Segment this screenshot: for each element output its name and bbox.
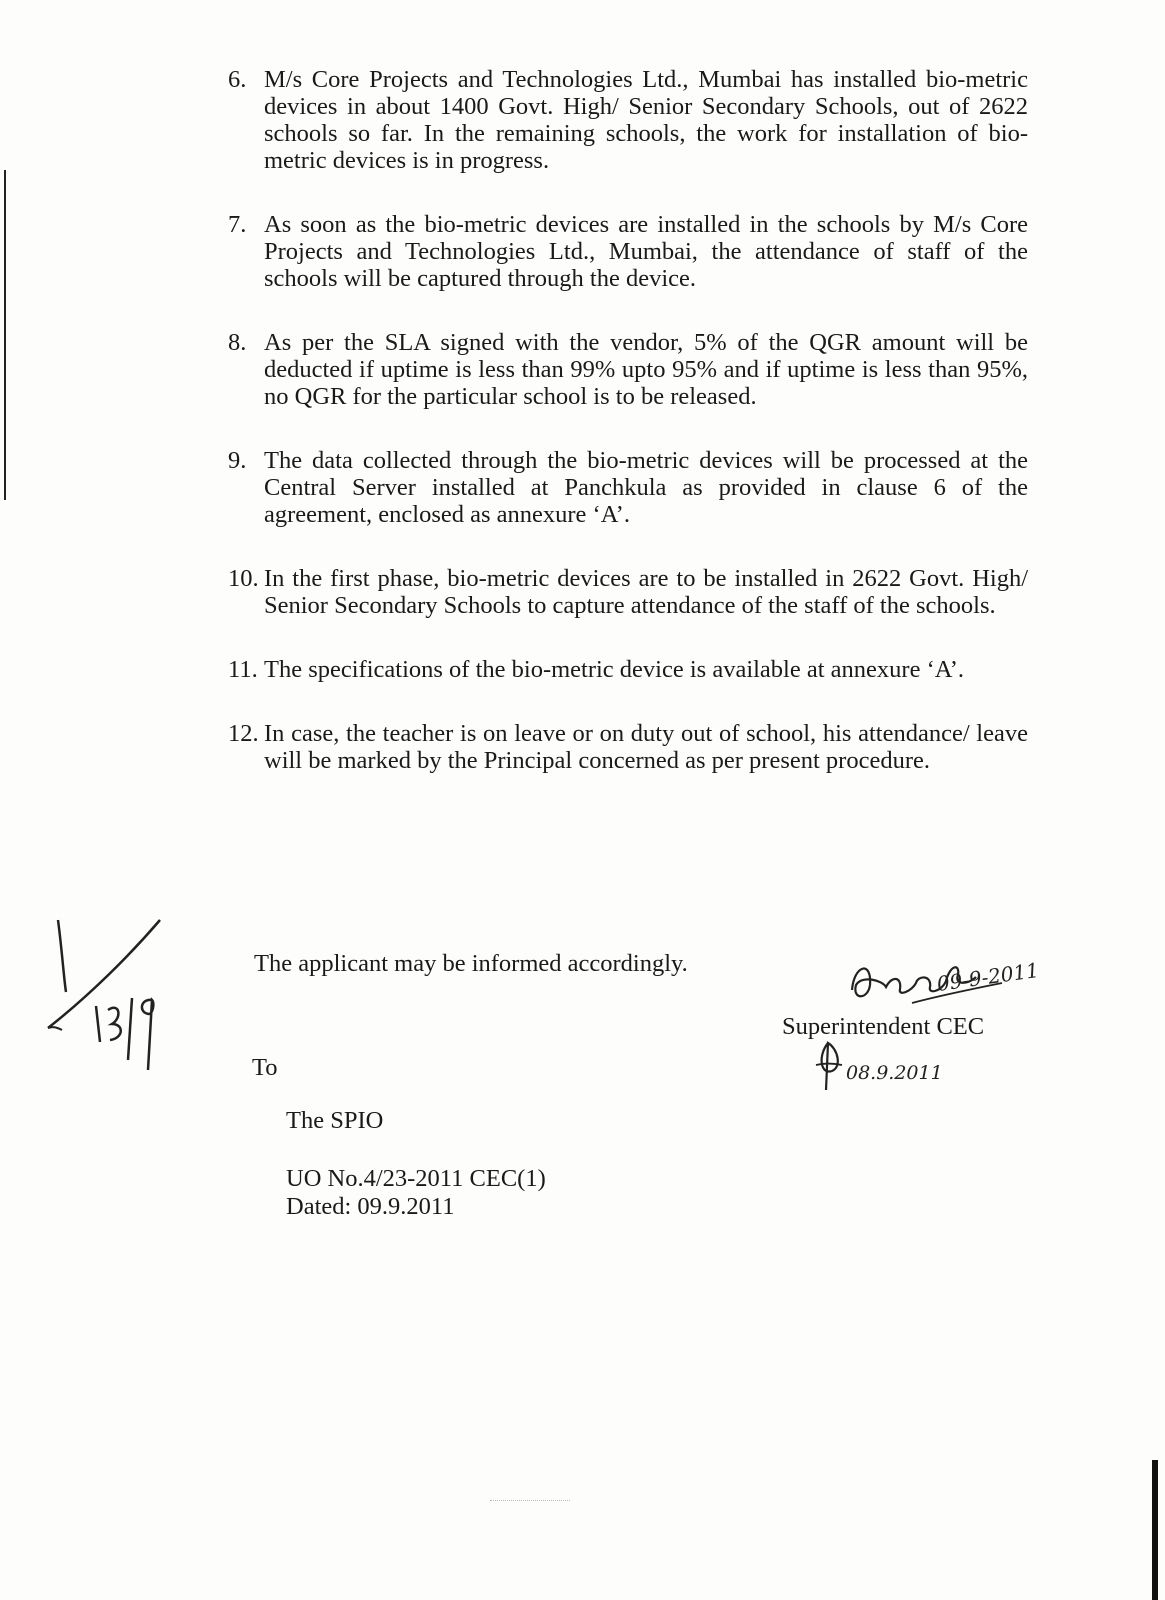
point-number: 10. (228, 565, 259, 592)
scan-edge-mark (4, 170, 6, 500)
point-7 (228, 211, 1028, 292)
scan-edge-mark (1152, 1460, 1158, 1600)
point-number: 12. (228, 720, 259, 747)
point-text: As per the SLA signed with the vendor, 5% of the QGR amount will be deducted if uptime is less than 99% upto 95% and if uptime is less than 95%, no QGR for the particular school is to be released. (264, 329, 1028, 410)
point-number: 9. (228, 447, 247, 474)
point-text: In case, the teacher is on leave or on duty out of school, his attendance/ leave will be marked by the Principal concerned as per present procedure. (264, 720, 1028, 774)
point-text: The data collected through the bio-metric devices will be processed at the Central Server installed at Panchkula as provided in clause 6 of the agreement, enclosed as annexure ‘A’. (264, 447, 1028, 528)
point-text: As soon as the bio-metric devices are installed in the schools by M/s Core Projects and Technologies Ltd., Mumbai, the attendance of staff of the schools will be captured through the device. (264, 211, 1028, 292)
point-number: 8. (228, 329, 247, 356)
addressee: The SPIO (286, 1107, 384, 1134)
signatory-designation: Superintendent CEC (782, 1013, 985, 1040)
point-8 (228, 329, 1028, 410)
dated-line: Dated: 09.9.2011 (286, 1193, 455, 1220)
initials-handwriting (812, 1035, 982, 1095)
point-10 (228, 565, 1028, 619)
initials-date: 08.9.2011 (846, 1062, 943, 1084)
closing-line: The applicant may be informed accordingly. (254, 950, 688, 977)
point-12 (228, 720, 1028, 774)
scan-noise (490, 1500, 570, 1507)
point-6 (228, 66, 1028, 174)
to-label: To (252, 1054, 278, 1081)
point-text: M/s Core Projects and Technologies Ltd., Mumbai has installed bio-metric devices in about 1400 Govt. High/ Senior Secondary Schools, out of 2622 schools so far. In the remaining schools, the work for installation of bio-metric devices is in progress. (264, 66, 1028, 174)
uo-number: UO No.4/23-2011 CEC(1) (286, 1165, 546, 1192)
point-text: The specifications of the bio-metric device is available at annexure ‘A’. (264, 656, 964, 683)
point-text: In the first phase, bio-metric devices are to be installed in 2622 Govt. High/ Senior Secondary Schools to capture attendance of the staff of the schools. (264, 565, 1028, 619)
numbered-points (228, 66, 1028, 811)
signature-handwriting (842, 945, 1082, 1015)
point-number: 7. (228, 211, 247, 238)
signature-date: 09-9-2011 (935, 957, 1041, 996)
point-number: 6. (228, 66, 247, 93)
point-number: 11. (228, 656, 258, 683)
point-11 (228, 656, 1028, 683)
point-9 (228, 447, 1028, 528)
margin-note-handwriting (40, 910, 170, 1080)
